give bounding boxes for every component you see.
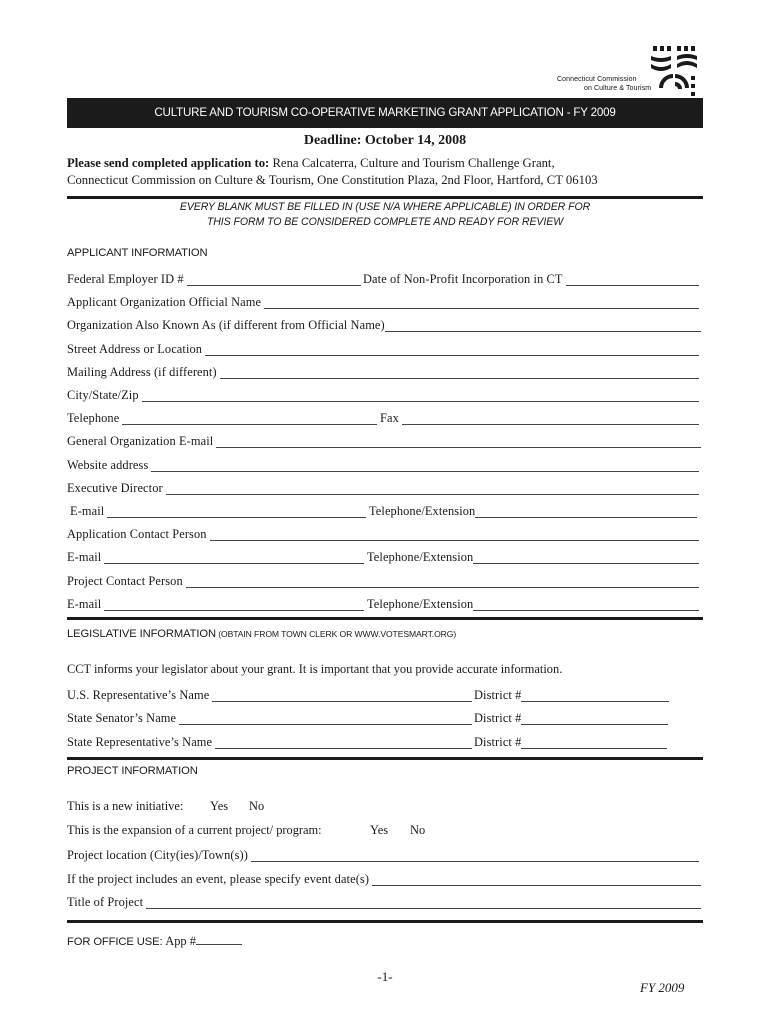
- expansion-yes-option[interactable]: Yes: [370, 823, 389, 837]
- send-instructions-line1: [67, 156, 555, 171]
- section-heading-legislative: [67, 628, 456, 640]
- expansion-label: This is the expansion of a current project/ program:: [67, 823, 322, 837]
- send-rest: Rena Calcaterra, Culture and Tourism Challenge Grant,: [269, 156, 555, 170]
- aka-field[interactable]: Organization Also Known As (if different from Official Name): [67, 318, 701, 332]
- website-field[interactable]: Website address: [67, 458, 699, 472]
- new-initiative-label: This is a new initiative:: [67, 799, 184, 813]
- send-instructions-line2: Connecticut Commission on Culture & Tourism, One Constitution Plaza, 2nd Floor, Hartford, CT 06103: [67, 173, 598, 187]
- us-rep-district-field[interactable]: District #: [474, 688, 669, 702]
- state-rep-district-field[interactable]: District #: [474, 735, 667, 749]
- row-street: [67, 339, 703, 357]
- row-project-location: [67, 845, 703, 863]
- app-number-field[interactable]: [196, 934, 242, 945]
- state-rep-field[interactable]: State Representative’s Name: [67, 735, 472, 749]
- general-email-field[interactable]: General Organization E-mail: [67, 434, 701, 448]
- incorporation-date-field[interactable]: Date of Non-Profit Incorporation in CT: [363, 272, 699, 286]
- exec-director-field[interactable]: Executive Director: [67, 481, 699, 495]
- official-name-field[interactable]: Applicant Organization Official Name: [67, 295, 699, 309]
- divider: [67, 757, 703, 760]
- row-state-rep: [67, 732, 703, 750]
- row-official-name: [67, 292, 703, 310]
- deadline: Deadline: October 14, 2008: [303, 133, 467, 148]
- us-rep-field[interactable]: U.S. Representative’s Name: [67, 688, 472, 702]
- street-field[interactable]: Street Address or Location: [67, 342, 699, 356]
- row-mailing: [67, 362, 703, 380]
- row-proj-contact: [67, 571, 703, 589]
- row-city: [67, 385, 703, 403]
- logo-text-line2: on Culture & Tourism: [584, 85, 652, 92]
- row-proj-email: [67, 594, 703, 612]
- row-event-dates: [67, 869, 703, 887]
- exec-phone-field[interactable]: Telephone/Extension: [369, 504, 697, 518]
- row-app-contact: [67, 524, 703, 542]
- section-heading-applicant: APPLICANT INFORMATION: [67, 247, 208, 259]
- row-exec-director: [67, 478, 703, 496]
- federal-id-field[interactable]: Federal Employer ID #: [67, 272, 361, 286]
- section-heading-project: PROJECT INFORMATION: [67, 765, 198, 777]
- notice-line1: EVERY BLANK MUST BE FILLED IN (USE N/A WHERE APPLICABLE) IN ORDER FOR: [179, 201, 591, 213]
- row-aka: [67, 315, 703, 333]
- telephone-field[interactable]: Telephone: [67, 411, 377, 425]
- office-use: [67, 934, 242, 949]
- state-senator-field[interactable]: State Senator’s Name: [67, 711, 472, 725]
- project-location-field[interactable]: Project location (City(ies)/Town(s)): [67, 848, 699, 862]
- proj-email-field[interactable]: E-mail: [67, 597, 364, 611]
- new-initiative-no-option[interactable]: No: [249, 799, 265, 813]
- city-field[interactable]: City/State/Zip: [67, 388, 699, 402]
- fax-field[interactable]: Fax: [380, 411, 699, 425]
- project-title-field[interactable]: Title of Project: [67, 895, 701, 909]
- proj-phone-field[interactable]: Telephone/Extension: [367, 597, 699, 611]
- legislative-intro: CCT informs your legislator about your grant. It is important that you provide accurate information.: [67, 662, 563, 676]
- row-federal-id: [67, 269, 703, 287]
- logo-text-line1: Connecticut Commission: [557, 76, 637, 83]
- row-telephone: [67, 408, 703, 426]
- footer-year: FY 2009: [640, 980, 685, 995]
- send-bold: Please send completed application to:: [67, 156, 270, 170]
- row-exec-email: [67, 501, 703, 519]
- expansion-no-option[interactable]: No: [410, 823, 426, 837]
- exec-email-field[interactable]: E-mail: [70, 504, 366, 518]
- app-number-label: App #: [165, 934, 196, 948]
- proj-contact-field[interactable]: Project Contact Person: [67, 574, 699, 588]
- row-state-senator: [67, 708, 703, 726]
- divider: [67, 196, 703, 199]
- state-senator-district-field[interactable]: District #: [474, 711, 668, 725]
- page-number: -1-: [377, 969, 393, 984]
- notice-line2: THIS FORM TO BE CONSIDERED COMPLETE AND READY FOR REVIEW: [206, 216, 564, 228]
- app-contact-field[interactable]: Application Contact Person: [67, 527, 699, 541]
- app-phone-field[interactable]: Telephone/Extension: [367, 550, 699, 564]
- row-website: [67, 455, 703, 473]
- form-title-bar: CULTURE AND TOURISM CO-OPERATIVE MARKETING GRANT APPLICATION - FY 2009: [67, 98, 703, 128]
- row-project-title: [67, 892, 703, 910]
- legislative-heading: LEGISLATIVE INFORMATION: [67, 628, 216, 640]
- cct-logo-icon: [647, 44, 703, 100]
- legislative-heading-note: (OBTAIN FROM TOWN CLERK OR WWW.VOTESMART.ORG): [215, 629, 457, 639]
- row-us-rep: [67, 685, 703, 703]
- divider: [67, 920, 703, 923]
- divider: [67, 617, 703, 620]
- new-initiative-yes-option[interactable]: Yes: [210, 799, 229, 813]
- row-app-email: [67, 547, 703, 565]
- row-general-email: [67, 431, 703, 449]
- event-dates-field[interactable]: If the project includes an event, please specify event date(s): [67, 872, 701, 886]
- office-use-label: FOR OFFICE USE:: [67, 936, 163, 948]
- mailing-field[interactable]: Mailing Address (if different): [67, 365, 699, 379]
- app-email-field[interactable]: E-mail: [67, 550, 364, 564]
